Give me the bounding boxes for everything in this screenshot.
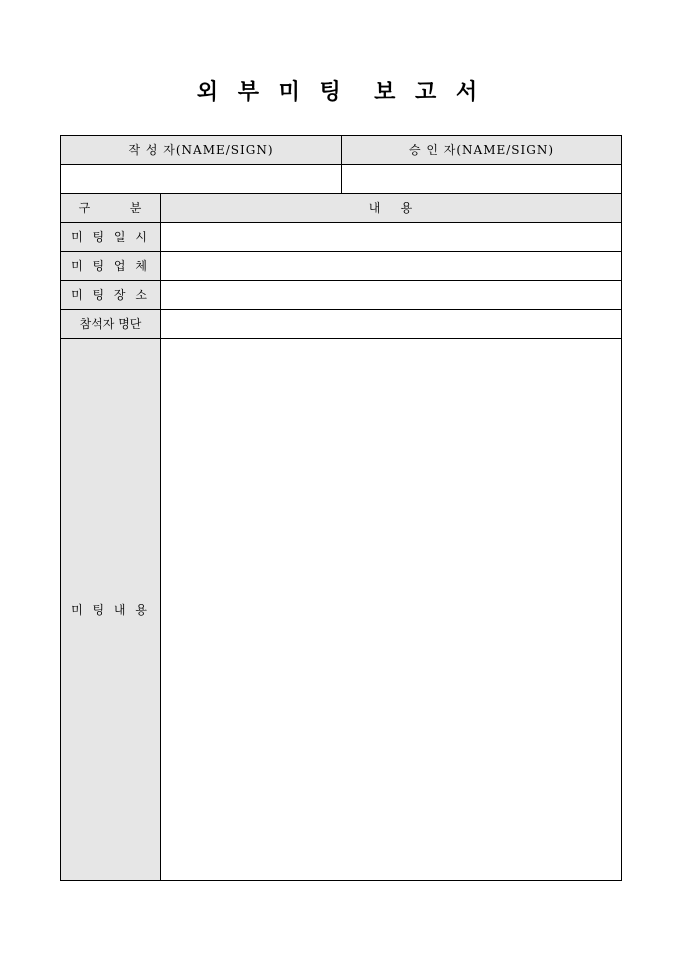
attendee-list-label: 참석자 명단 [61,310,161,339]
category-header: 구 분 [61,194,161,223]
document-title: 외 부 미 팅 보 고 서 [196,79,484,105]
attendee-list-field[interactable] [161,310,622,339]
meeting-content-field[interactable] [161,339,622,881]
meeting-location-label: 미 팅 장 소 [61,281,161,310]
meeting-company-label: 미 팅 업 체 [61,252,161,281]
meeting-content-label: 미 팅 내 용 [61,339,161,881]
content-header: 내 용 [161,194,622,223]
meeting-location-field[interactable] [161,281,622,310]
meeting-datetime-field[interactable] [161,223,622,252]
table-row [61,310,622,339]
meeting-report-table [60,135,622,881]
approver-label: 승 인 자(NAME/SIGN) [342,136,622,165]
table-row [61,223,622,252]
meeting-content-row [61,339,622,881]
approval-signature-row [61,165,622,194]
meeting-datetime-label: 미 팅 일 시 [61,223,161,252]
table-row [61,281,622,310]
meeting-company-field[interactable] [161,252,622,281]
author-label: 작 성 자(NAME/SIGN) [61,136,342,165]
column-header-row [61,194,622,223]
approver-signature-field[interactable] [342,165,622,194]
table-row [61,252,622,281]
approval-header-row [61,136,622,165]
author-signature-field[interactable] [61,165,342,194]
